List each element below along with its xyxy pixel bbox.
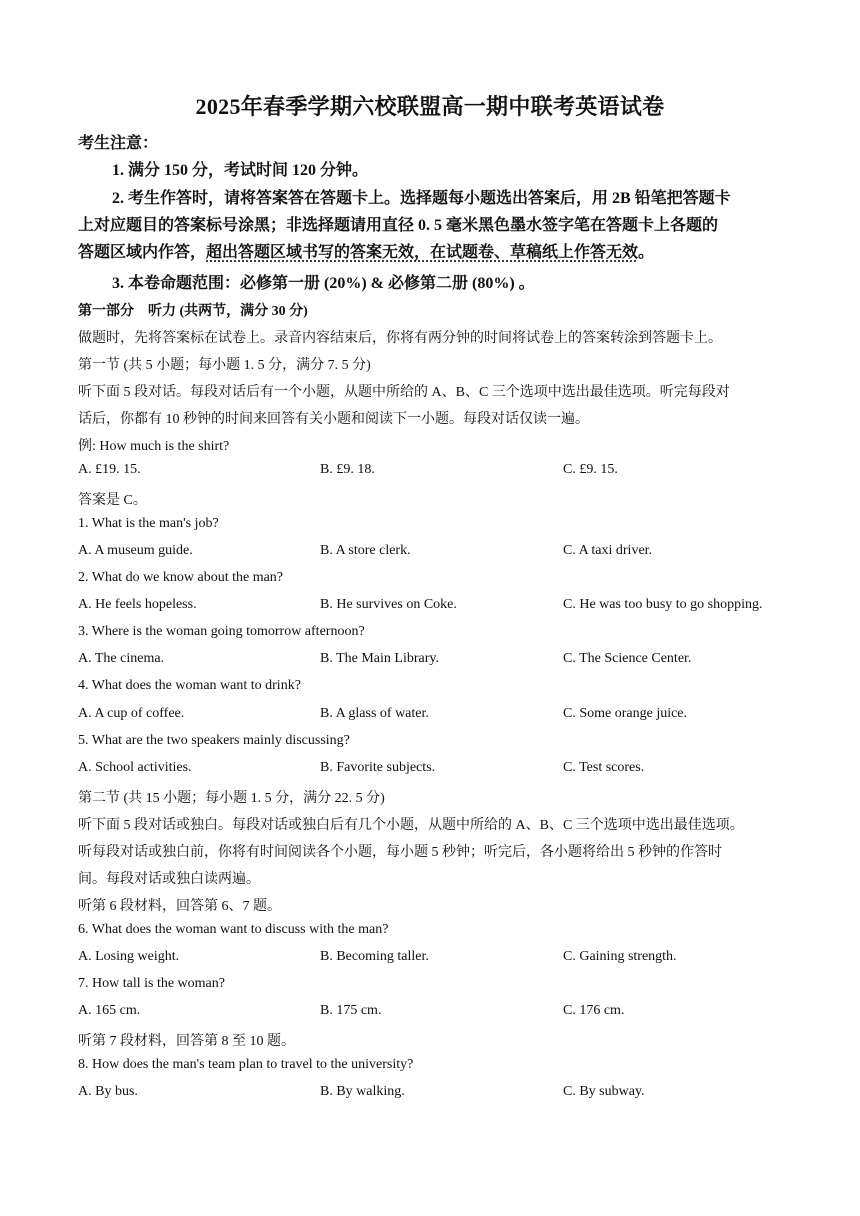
question-3-option-a: A. The cinema.: [78, 651, 165, 666]
question-7-option-a: A. 165 cm.: [78, 1003, 141, 1018]
exam-title: 2025年春季学期六校联盟高一期中联考英语试卷: [195, 94, 665, 119]
notice-item-2-line-3: [78, 239, 654, 262]
example-answer: 答案是 C。: [78, 493, 147, 508]
question-2-option-a: A. He feels hopeless.: [78, 597, 197, 612]
question-7-option-b: B. 175 cm.: [320, 1003, 382, 1018]
question-5-option-b: B. Favorite subjects.: [320, 760, 436, 775]
question-5: 5. What are the two speakers mainly discussing?: [78, 733, 350, 748]
notice-item-3: 3. 本卷命题范围：必修第一册 (20%) & 必修第二册 (80%) 。: [112, 275, 535, 292]
question-1-option-c: C. A taxi driver.: [563, 543, 653, 558]
section1-heading: 第一节 (共 5 小题；每小题 1. 5 分，满分 7. 5 分): [78, 358, 371, 373]
question-5-option-a: A. School activities.: [78, 760, 192, 775]
part1-instruction: 做题时，先将答案标在试卷上。录音内容结束后，你将有两分钟的时间将试卷上的答案转涂到答题卡上。: [78, 331, 722, 346]
example-option-b: B. £9. 18.: [320, 462, 375, 477]
question-7-option-c: C. 176 cm.: [563, 1003, 625, 1018]
section2-instruction-line-1: 听下面 5 段对话或独白。每段对话或独白后有几个小题，从题中所给的 A、B、C 三个选项中选出最佳选项。: [78, 818, 744, 833]
question-4-option-a: A. A cup of coffee.: [78, 706, 185, 721]
notice-heading: 考生注意：: [78, 135, 159, 152]
question-3: 3. Where is the woman going tomorrow afternoon?: [78, 624, 365, 639]
section2-heading: 第二节 (共 15 小题；每小题 1. 5 分，满分 22. 5 分): [78, 791, 385, 806]
question-5-option-c: C. Test scores.: [563, 760, 645, 775]
question-8-option-a: A. By bus.: [78, 1084, 138, 1099]
question-8-option-b: B. By walking.: [320, 1084, 405, 1099]
question-2: 2. What do we know about the man?: [78, 570, 284, 585]
material-6-instruction: 听第 6 段材料，回答第 6、7 题。: [78, 899, 281, 914]
question-6: 6. What does the woman want to discuss with the man?: [78, 922, 389, 937]
section2-instruction-line-2: 听每段对话或独白前，你将有时间阅读各个小题，每小题 5 秒钟；听完后，各小题将给出 5 秒钟的作答时: [78, 845, 722, 860]
question-7: 7. How tall is the woman?: [78, 976, 225, 991]
question-2-option-b: B. He survives on Coke.: [320, 597, 457, 612]
section2-instruction-line-3: 间。每段对话或独白读两遍。: [78, 872, 260, 887]
question-1-option-b: B. A store clerk.: [320, 543, 411, 558]
question-3-option-c: C. The Science Center.: [563, 651, 692, 666]
part1-heading: 第一部分 听力 (共两节，满分 30 分): [78, 304, 308, 319]
question-4-option-c: C. Some orange juice.: [563, 706, 688, 721]
question-8-option-c: C. By subway.: [563, 1084, 645, 1099]
example-option-c: C. £9. 15.: [563, 462, 618, 477]
notice-item-2-line-2: 上对应题目的答案标号涂黑；非选择题请用直径 0. 5 毫米黑色墨水签字笔在答题卡上各题的: [78, 217, 719, 234]
question-6-option-c: C. Gaining strength.: [563, 949, 677, 964]
question-4-option-b: B. A glass of water.: [320, 706, 429, 721]
example-option-a: A. £19. 15.: [78, 462, 141, 477]
section1-instruction-line-2: 话后，你都有 10 秒钟的时间来回答有关小题和阅读下一小题。每段对话仅读一遍。: [78, 412, 589, 427]
question-3-option-b: B. The Main Library.: [320, 651, 439, 666]
material-7-instruction: 听第 7 段材料，回答第 8 至 10 题。: [78, 1034, 295, 1049]
question-6-option-b: B. Becoming taller.: [320, 949, 429, 964]
question-1-option-a: A. A museum guide.: [78, 543, 193, 558]
question-8: 8. How does the man's team plan to travel to the university?: [78, 1057, 414, 1072]
question-4: 4. What does the woman want to drink?: [78, 678, 301, 693]
question-2-option-c: C. He was too busy to go shopping.: [563, 597, 763, 612]
notice-item-2-line-1: 2. 考生作答时，请将答案答在答题卡上。选择题每小题选出答案后，用 2B 铅笔把答题卡: [112, 190, 731, 207]
notice-item-2-line-3-start: 答题区域内作答，: [78, 244, 207, 261]
question-6-option-a: A. Losing weight.: [78, 949, 180, 964]
question-1: 1. What is the man's job?: [78, 516, 219, 531]
section1-instruction-line-1: 听下面 5 段对话。每段对话后有一个小题，从题中所给的 A、B、C 三个选项中选出最佳选项。听完每段对: [78, 385, 730, 400]
notice-emphasis-text: 超出答题区域书写的答案无效，在试题卷、草稿纸上作答无效: [206, 244, 639, 261]
notice-item-2-line-3-end: 。: [638, 244, 655, 261]
notice-item-1: 1. 满分 150 分，考试时间 120 分钟。: [112, 162, 369, 179]
example-question: 例: How much is the shirt?: [78, 439, 230, 454]
